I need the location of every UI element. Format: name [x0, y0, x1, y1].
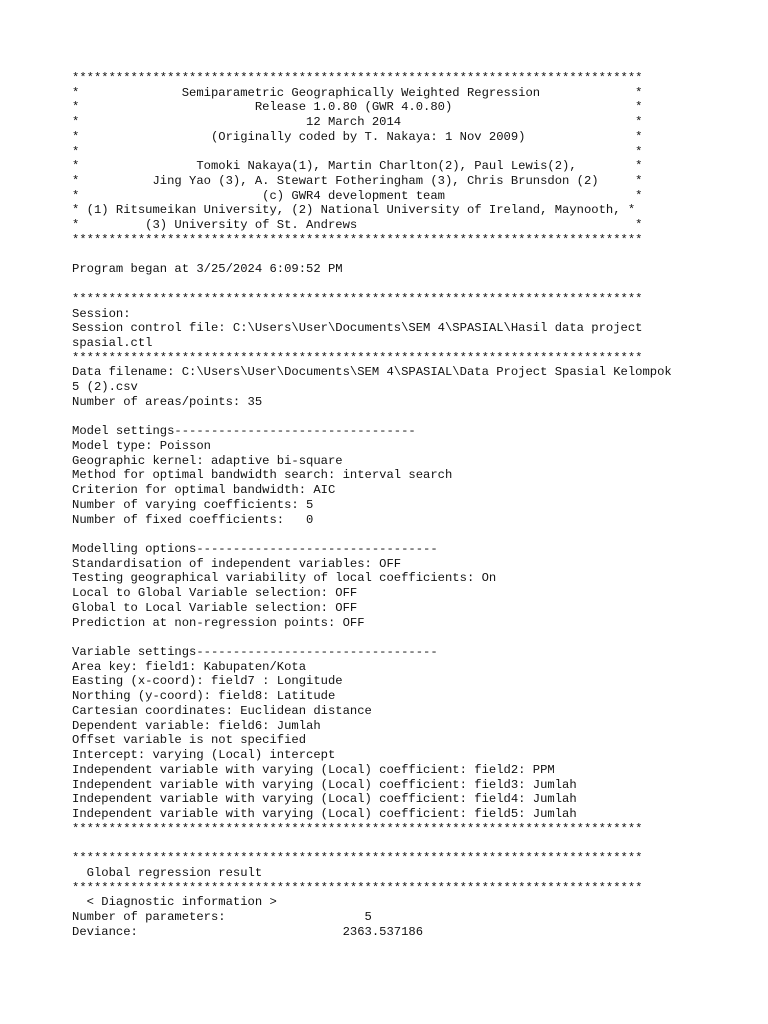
log-line: Number of fixed coefficients: 0	[72, 512, 314, 527]
log-line: Area key: field1: Kabupaten/Kota	[72, 659, 307, 674]
log-line: Global to Local Variable selection: OFF	[72, 600, 358, 615]
log-line: * Release 1.0.80 (GWR 4.0.80) *	[72, 100, 643, 115]
log-line: 5 (2).csv	[72, 380, 138, 395]
log-line: ******************************************************************************	[72, 851, 643, 866]
log-line: Program began at 3/25/2024 6:09:52 PM	[72, 262, 343, 277]
log-line	[72, 836, 762, 851]
log-line: Number of varying coefficients: 5	[72, 497, 314, 512]
log-line: * (Originally coded by T. Nakaya: 1 Nov 2009) *	[72, 129, 643, 144]
log-line: Independent variable with varying (Local) coefficient: field4: Jumlah	[72, 792, 577, 807]
log-line: ******************************************************************************	[72, 232, 643, 247]
log-line: ******************************************************************************	[72, 71, 643, 85]
log-line: Modelling options---------------------------------	[72, 542, 438, 556]
log-line: * Jing Yao (3), A. Stewart Fotheringham (3), Chris Brunsdon (2) *	[72, 174, 643, 189]
log-line: * (3) University of St. Andrews *	[72, 218, 643, 233]
log-line: ******************************************************************************	[72, 821, 643, 836]
log-line: Global regression result	[72, 865, 263, 880]
log-document	[72, 71, 762, 939]
log-line	[72, 527, 762, 542]
log-line: Testing geographical variability of local coefficients: On	[72, 571, 497, 586]
log-line: Session:	[72, 306, 131, 321]
log-line: Local to Global Variable selection: OFF	[72, 586, 358, 601]
log-line: Deviance: 2363.537186	[72, 924, 424, 939]
log-line: * Semiparametric Geographically Weighted Regression *	[72, 85, 643, 100]
log-line: spasial.ctl	[72, 335, 153, 350]
log-line: * (c) GWR4 development team *	[72, 188, 643, 203]
log-line: * (1) Ritsumeikan University, (2) National University of Ireland, Maynooth, *	[72, 203, 636, 218]
log-line: Model type: Poisson	[72, 438, 211, 453]
log-line: Easting (x-coord): field7 : Longitude	[72, 674, 343, 689]
log-line	[72, 630, 762, 645]
log-line	[72, 277, 762, 292]
log-line: Geographic kernel: adaptive bi-square	[72, 453, 343, 468]
log-line: Intercept: varying (Local) intercept	[72, 748, 336, 763]
log-line: Number of areas/points: 35	[72, 394, 263, 409]
log-line: Variable settings---------------------------------	[72, 645, 438, 660]
log-line: * *	[72, 144, 643, 159]
log-line: Independent variable with varying (Local) coefficient: field3: Jumlah	[72, 777, 577, 792]
log-line: Criterion for optimal bandwidth: AIC	[72, 483, 336, 498]
log-line: * 12 March 2014 *	[72, 115, 643, 130]
log-line: Data filename: C:\Users\User\Documents\SEM 4\SPASIAL\Data Project Spasial Kelompok	[72, 365, 672, 380]
log-line: ******************************************************************************	[72, 291, 643, 306]
log-line: Standardisation of independent variables: OFF	[72, 556, 402, 571]
log-line: Northing (y-coord): field8: Latitude	[72, 689, 336, 704]
log-line: * Tomoki Nakaya(1), Martin Charlton(2), Paul Lewis(2), *	[72, 159, 643, 174]
log-line: Cartesian coordinates: Euclidean distance	[72, 703, 372, 718]
log-line: Independent variable with varying (Local) coefficient: field2: PPM	[72, 762, 555, 777]
log-line: Number of parameters: 5	[72, 909, 372, 924]
log-line: Method for optimal bandwidth search: interval search	[72, 468, 453, 483]
log-line: Offset variable is not specified	[72, 733, 307, 748]
log-line: < Diagnostic information >	[72, 895, 277, 910]
log-line: ******************************************************************************	[72, 350, 643, 365]
log-line: Prediction at non-regression points: OFF	[72, 615, 365, 630]
log-line: Dependent variable: field6: Jumlah	[72, 718, 321, 733]
log-line: Session control file: C:\Users\User\Documents\SEM 4\SPASIAL\Hasil data project	[72, 321, 643, 336]
log-line	[72, 248, 762, 263]
log-line: Model settings---------------------------------	[72, 424, 416, 439]
log-line: Independent variable with varying (Local) coefficient: field5: Jumlah	[72, 806, 577, 821]
log-line	[72, 410, 762, 425]
log-line: ******************************************************************************	[72, 880, 643, 895]
